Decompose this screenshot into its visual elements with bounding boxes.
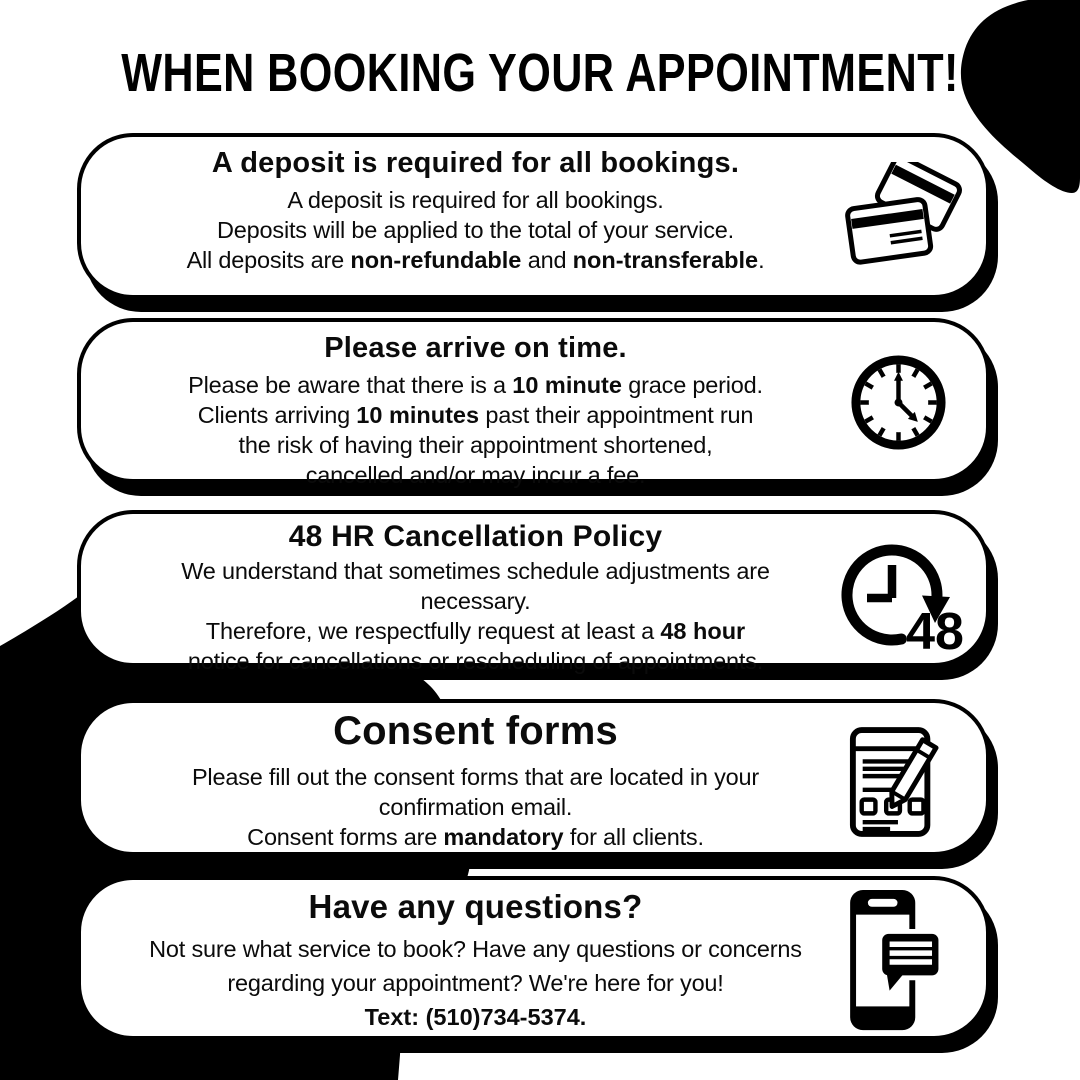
- card-body-line: [115, 966, 836, 1000]
- emphasized-text: 10 minutes: [356, 402, 480, 428]
- 48-badge-label: 48: [906, 603, 964, 657]
- body-text: past their appointment run: [479, 402, 754, 428]
- body-text: Deposits will be applied to the total of your service.: [217, 217, 734, 243]
- clock-icon: [847, 351, 950, 454]
- emphasized-text: mandatory: [443, 824, 564, 850]
- card-cancellation-policy: [77, 510, 990, 674]
- emphasized-text: non-refundable: [350, 247, 522, 273]
- credit-cards-icon: [842, 162, 962, 276]
- card-body: [115, 932, 836, 1034]
- card-body-line: [115, 646, 836, 676]
- 48-hour-clock-icon: [832, 537, 969, 657]
- card-body-line: [115, 932, 836, 966]
- card-body-line: [115, 556, 836, 586]
- card-body: [115, 370, 836, 490]
- card-body-line: [115, 245, 836, 275]
- card-heading: Consent forms: [333, 709, 618, 753]
- emphasized-text: non-transferable: [572, 247, 759, 273]
- card-body-line: [115, 792, 836, 822]
- card-body-line: [115, 1000, 836, 1034]
- card-body-line: [115, 215, 836, 245]
- body-text: notice for cancellations or rescheduling of appointments.: [187, 648, 764, 674]
- body-text: grace period.: [621, 372, 763, 398]
- body-text: Therefore, we respectfully request at least a: [205, 618, 661, 644]
- body-text: Not sure what service to book? Have any questions or concerns: [149, 936, 802, 962]
- body-text: All deposits are: [186, 247, 351, 273]
- body-text: regarding your appointment? We're here for you!: [227, 970, 724, 996]
- emphasized-text: 10 minute: [512, 372, 622, 398]
- body-text: and: [521, 247, 573, 273]
- body-text: A deposit is required for all bookings.: [287, 187, 664, 213]
- body-text: Please fill out the consent forms that are located in your: [191, 764, 760, 790]
- body-text: We understand that sometimes schedule adjustments are: [181, 558, 770, 584]
- card-body-line: [115, 185, 836, 215]
- card-body-line: [115, 822, 836, 852]
- card-body-line: [115, 370, 836, 400]
- body-text: Clients arriving: [197, 402, 357, 428]
- consent-form-icon: [847, 724, 945, 840]
- card-body-line: [115, 586, 836, 616]
- card-body-line: [115, 616, 836, 646]
- emphasized-text: 48 hour: [660, 618, 746, 644]
- card-consent-forms: [77, 699, 990, 856]
- body-text: .: [758, 247, 765, 273]
- card-questions: [77, 876, 990, 1040]
- body-text: necessary.: [420, 588, 531, 614]
- card-body-line: [115, 400, 836, 430]
- card-heading: A deposit is required for all bookings.: [211, 147, 740, 179]
- body-text: Consent forms are: [247, 824, 444, 850]
- body-text: cancelled and/or may incur a fee.: [305, 462, 646, 488]
- page-title: WHEN BOOKING YOUR APPOINTMENT!: [121, 43, 959, 103]
- card-body-line: [115, 430, 836, 460]
- card-deposit: [77, 133, 990, 299]
- card-arrive-on-time: [77, 318, 990, 488]
- phone-chat-icon: [840, 888, 954, 1036]
- card-body: [115, 556, 836, 676]
- card-body: [115, 185, 836, 275]
- card-heading: 48 HR Cancellation Policy: [288, 520, 663, 553]
- card-body-line: [115, 460, 836, 490]
- card-heading: Please arrive on time.: [324, 332, 627, 364]
- body-text: for all clients.: [563, 824, 704, 850]
- body-text: the risk of having their appointment shortened,: [238, 432, 713, 458]
- card-body-line: [115, 762, 836, 792]
- card-heading: Have any questions?: [308, 888, 643, 925]
- body-text: Please be aware that there is a: [188, 372, 513, 398]
- body-text: confirmation email.: [378, 794, 573, 820]
- card-body: [115, 762, 836, 852]
- emphasized-text: Text: (510)734-5374.: [364, 1004, 587, 1030]
